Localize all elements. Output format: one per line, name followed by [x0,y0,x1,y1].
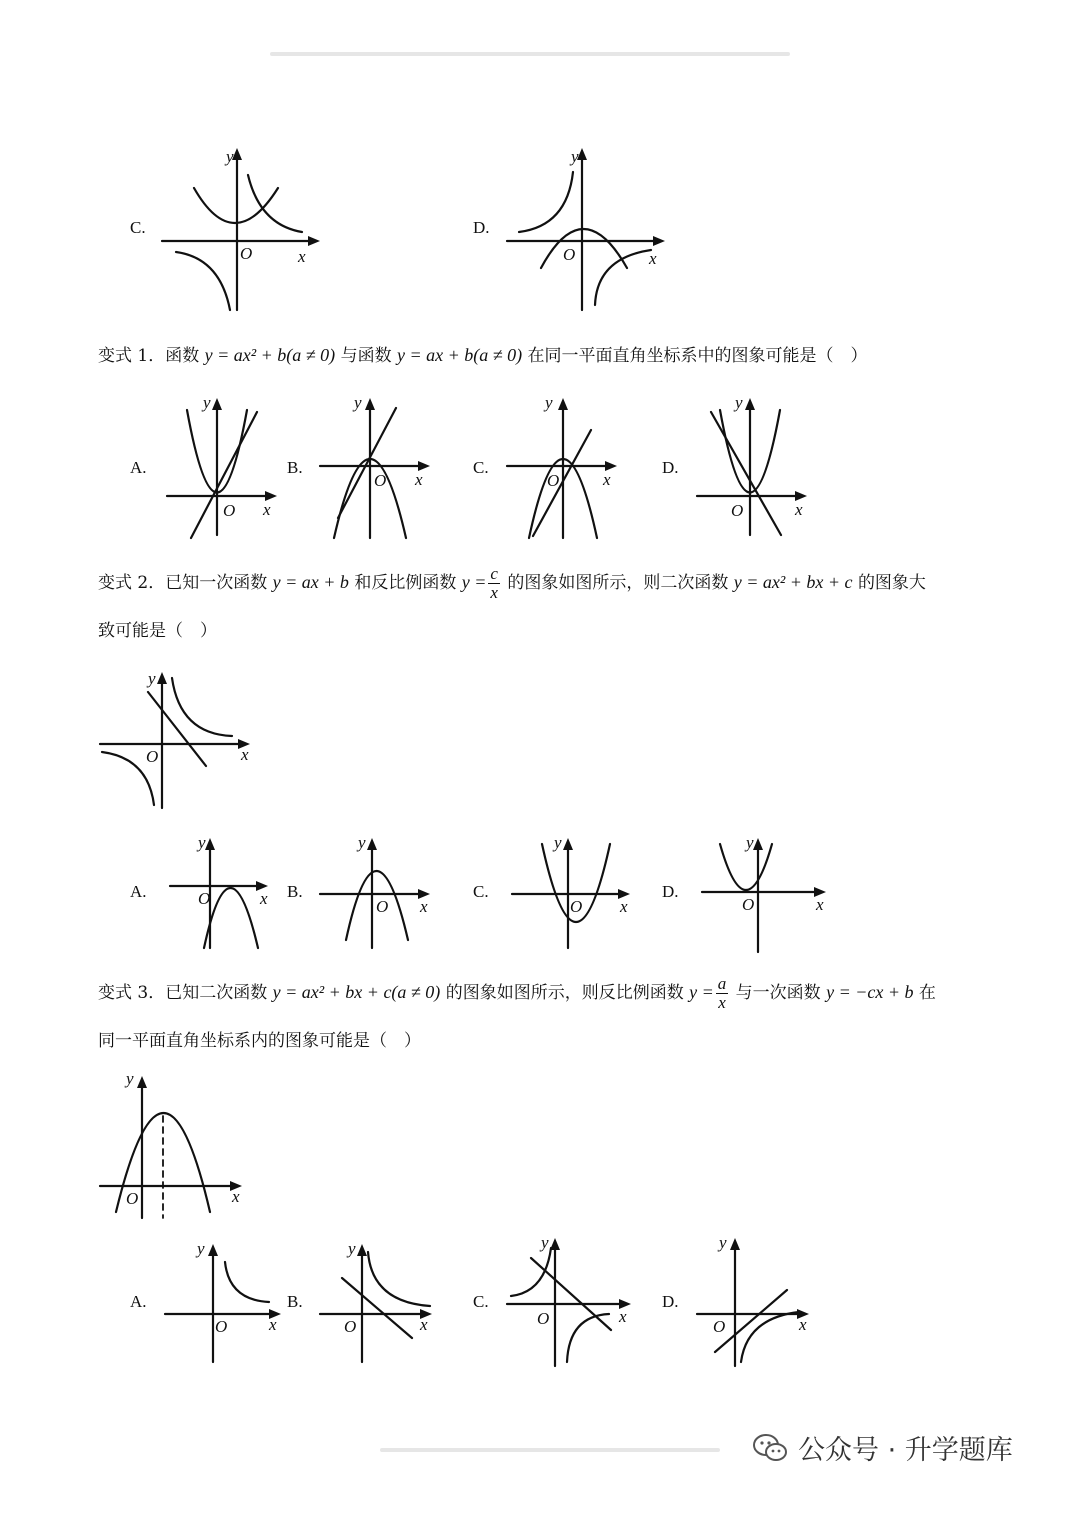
variant1-func1: y = ax² + b(a ≠ 0) [204,345,336,365]
axis-y-label: y [746,833,754,852]
variant3-question-line1 [98,972,936,1013]
variant2-func2-lhs: y = [461,572,487,592]
origin-label: O [344,1317,357,1336]
variant1-option-a-label: A. [130,458,147,477]
origin-label: O [374,471,387,490]
wechat-icon [752,1433,788,1463]
origin-label: O [713,1317,726,1336]
top-graph-c [160,140,330,320]
footer-brand [752,1428,1013,1467]
variant3-question-line2: 同一平面直角坐标系内的图象可能是（ ） [98,1031,421,1051]
axis-y-label: y [354,393,362,412]
axis-x-label: x [420,897,428,916]
axis-y-label: y [148,669,156,688]
variant1-graph-b [318,390,448,540]
variant3-mid2: 与一次函数 [735,983,821,1003]
variant2-mid2: 的图象如图所示，则二次函数 [507,573,729,593]
top-graph-d [505,140,680,320]
variant3-suffix: 在 [918,983,936,1003]
origin-label: O [742,895,755,914]
variant2-option-a-label: A. [130,882,147,901]
axis-x-label: x [620,897,628,916]
variant1-question [98,342,868,369]
variant3-option-d-label: D. [662,1292,679,1311]
variant3-func3: y = −cx + b [826,982,914,1002]
axis-x-label: x [298,247,306,266]
axis-x-label: x [816,895,824,914]
origin-label: O [146,747,159,766]
axis-x-label: x [415,470,423,489]
origin-label: O [198,889,211,908]
variant3-option-c-label: C. [473,1292,489,1311]
variant2-option-c-label: C. [473,882,489,901]
variant2-func2-denominator: x [490,583,498,602]
axis-y-label: y [126,1069,134,1088]
axis-y-label: y [541,1233,549,1252]
axis-y-label: y [545,393,553,412]
variant3-func2-lhs: y = [689,982,714,1002]
axis-y-label: y [358,833,366,852]
axis-y-label: y [197,1239,205,1258]
axis-y-label: y [348,1239,356,1258]
variant2-prefix: 变式 2．已知一次函数 [98,573,268,593]
variant2-graph-c [510,830,640,960]
axis-x-label: x [799,1315,807,1334]
variant1-option-b-label: B. [287,458,303,477]
variant1-option-d-label: D. [662,458,679,477]
origin-label: O [537,1309,550,1328]
axis-x-label: x [269,1315,277,1334]
variant3-graph-d [695,1230,835,1370]
variant2-mid1: 和反比例函数 [354,573,457,593]
origin-label: O [731,501,744,520]
origin-label: O [563,245,576,264]
axis-y-label: y [198,833,206,852]
axis-x-label: x [263,500,271,519]
origin-label: O [240,244,253,263]
variant1-prefix: 变式 1．函数 [98,346,200,366]
origin-label: O [376,897,389,916]
axis-x-label: x [260,889,268,908]
origin-label: O [547,471,560,490]
variant2-suffix: 的图象大 [857,573,926,593]
footer-text: 公众号 · 升学题库 [798,1435,1013,1466]
variant3-option-b-label: B. [287,1292,303,1311]
origin-label: O [215,1317,228,1336]
variant3-prefix: 变式 3．已知二次函数 [98,983,268,1003]
variant3-graph-a [163,1236,293,1366]
top-option-d-label: D. [473,218,490,237]
axis-x-label: x [619,1307,627,1326]
axis-y-label: y [571,147,579,166]
axis-x-label: x [420,1315,428,1334]
variant2-option-d-label: D. [662,882,679,901]
axis-y-label: y [735,393,743,412]
faint-footer-text [380,1448,720,1452]
variant1-mid: 与函数 [340,346,392,366]
variant3-reference-graph [96,1066,266,1226]
variant2-graph-a [168,830,278,960]
variant3-func2-fraction [716,975,729,1012]
origin-label: O [126,1189,139,1208]
variant2-func3: y = ax² + bx + c [733,572,853,592]
axis-x-label: x [649,249,657,268]
variant1-graph-a [165,390,295,540]
origin-label: O [223,501,236,520]
variant2-func1: y = ax + b [272,572,349,592]
variant3-graph-c [505,1230,645,1370]
axis-y-label: y [554,833,562,852]
variant3-func2-denominator: x [718,993,726,1012]
variant3-option-a-label: A. [130,1292,147,1311]
variant1-option-c-label: C. [473,458,489,477]
variant3-func2-numerator: a [717,974,727,993]
variant2-func2-fraction [488,565,500,602]
top-option-c-label: C. [130,218,146,237]
axis-y-label: y [203,393,211,412]
variant2-reference-graph [96,660,266,810]
variant3-mid1: 的图象如图所示，则反比例函数 [445,983,684,1003]
variant1-suffix: 在同一平面直角坐标系中的图象可能是（ ） [527,346,868,366]
faint-header-text [270,52,790,56]
variant1-func2: y = ax + b(a ≠ 0) [397,345,523,365]
variant1-graph-d [695,390,825,540]
variant2-option-b-label: B. [287,882,303,901]
variant2-graph-d [700,830,840,960]
variant3-func1: y = ax² + bx + c(a ≠ 0) [272,982,441,1002]
variant3-graph-b [318,1236,448,1366]
variant2-question-line1 [98,562,926,603]
axis-x-label: x [232,1187,240,1206]
variant2-graph-b [318,830,448,960]
axis-x-label: x [603,470,611,489]
axis-x-label: x [241,745,249,764]
axis-y-label: y [226,147,234,166]
origin-label: O [570,897,583,916]
axis-x-label: x [795,500,803,519]
variant1-graph-c [505,390,635,540]
variant2-question-line2: 致可能是（ ） [98,621,217,641]
variant2-func2-numerator: c [490,564,498,583]
axis-y-label: y [719,1233,727,1252]
